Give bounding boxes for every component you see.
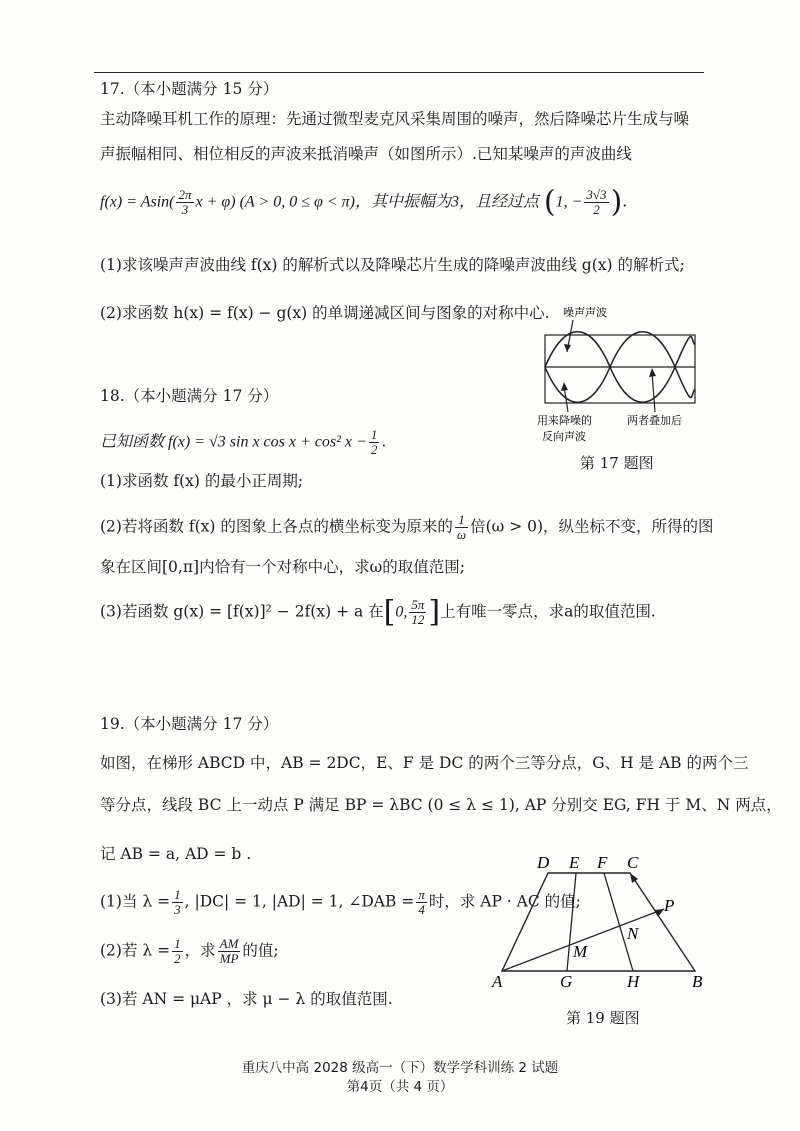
- top-rule: [94, 72, 704, 73]
- fig17-caption: 第 17 题图: [580, 454, 654, 472]
- q18-part3-interval-left: 0,: [395, 603, 408, 621]
- q18-part3-suffix: 上有唯一零点，求a的取值范围.: [440, 602, 656, 621]
- q17-formula-func: f(x) = Asin(: [100, 193, 175, 211]
- q19-line2: 等分点，线段 BC 上一动点 P 满足 BP = λBC (0 ≤ λ ≤ 1), AP 分别交 EG, FH 于 M、N 两点，: [100, 796, 782, 814]
- q17-point-frac: $\frac{3√3}{2}$: [586, 187, 607, 217]
- q17-intro-line2: 声振幅相同、相位相反的声波来抵消噪声（如图所示）.已知某噪声的声波曲线: [100, 145, 632, 163]
- q17-title: 17.（本小题满分 15 分）: [100, 80, 279, 98]
- fig17-label-anti-1: 用来降噪的: [537, 414, 592, 427]
- q17-formula: f(x) = Asin( $\frac{2\pi}{3}$ x + φ) (A > 0, 0 ≤ φ < π)，其中振幅为3，且经过点 (1, − $\frac{3√3}{2}$ ).: [100, 184, 628, 220]
- q18-title: 18.（本小题满分 17 分）: [100, 387, 279, 405]
- q17-figure: [535, 300, 705, 470]
- q18-part1: (1)求函数 f(x) 的最小正周期;: [100, 472, 304, 490]
- q18-part2a-prefix: (2)若将函数 f(x) 的图象上各点的横坐标变为原来的: [100, 517, 453, 536]
- q18-given: 已知函数 f(x) = √3 sin x cos x + cos² x − $\frac{1}{2}$ .: [100, 427, 387, 457]
- q17-intro-line1: 主动降噪耳机工作的原理：先通过微型麦克风采集周围的噪声，然后降噪芯片生成与噪: [100, 110, 690, 128]
- q19-part1-frac1: $\frac{1}{3}$: [174, 887, 181, 917]
- fig19-label-g: G: [560, 972, 573, 991]
- fig19-label-a: A: [492, 972, 503, 991]
- fig19-label-e: E: [569, 853, 580, 872]
- q18-part2b: 象在区间[0,π]内恰有一个对称中心，求ω的取值范围;: [100, 558, 465, 576]
- fig19-label-f: F: [597, 853, 608, 872]
- q18-given-prefix: 已知函数 f(x) = √3 sin x cos x + cos² x −: [100, 433, 367, 451]
- q18-given-frac: $\frac{1}{2}$: [370, 427, 378, 457]
- q19-part2-mid: ，求: [184, 941, 216, 960]
- q19-part1-suffix: 时，求 AP · AC 的值;: [428, 892, 581, 911]
- q19-part2-suffix: 的值;: [242, 941, 279, 960]
- q17-part2: (2)求函数 h(x) = f(x) − g(x) 的单调递减区间与图象的对称中心.: [100, 304, 550, 322]
- q18-part2a: [100, 513, 714, 542]
- q19-part1-prefix: (1)当 λ =: [100, 892, 171, 911]
- q19-part3: (3)若 AN = μAP ，求 μ − λ 的取值范围.: [100, 990, 393, 1008]
- q18-part2a-frac: $\frac{1}{\omega}$: [456, 512, 467, 542]
- fig17-label-noise: 噪声声波: [563, 306, 607, 319]
- fig19-label-d: D: [537, 853, 550, 872]
- q19-figure: [480, 850, 710, 1000]
- fig19-label-m: M: [573, 942, 588, 961]
- q18-part3-prefix: (3)若函数 g(x) = [f(x)]² − 2f(x) + a 在: [100, 602, 384, 621]
- fig19-label-c: C: [627, 853, 639, 872]
- fig19-label-p: P: [664, 896, 675, 915]
- q19-part1-frac2: $\frac{\pi}{4}$: [418, 887, 425, 917]
- q17-part1: (1)求该噪声声波曲线 f(x) 的解析式以及降噪芯片生成的降噪声波曲线 g(x) 的解析式;: [100, 256, 685, 274]
- q18-part2a-suffix: 倍(ω > 0)，纵坐标不变，所得的图: [470, 517, 714, 536]
- q17-point-x: 1, −: [555, 193, 583, 211]
- q17-formula-rest: x + φ) (A > 0, 0 ≤ φ < π)，其中振幅为3，且经过点: [195, 193, 539, 211]
- fig19-label-n: N: [627, 924, 639, 943]
- q19-part2-frac1: $\frac{1}{2}$: [174, 936, 181, 966]
- fig19-caption: 第 19 题图: [566, 1009, 640, 1027]
- q19-title: 19.（本小题满分 17 分）: [100, 715, 279, 733]
- fig19-label-b: B: [692, 972, 703, 991]
- q19-line1: 如图，在梯形 ABCD 中，AB = 2DC，E、F 是 DC 的两个三等分点，G、H 是 AB 的两个三: [100, 754, 749, 772]
- fig19-label-h: H: [627, 972, 640, 991]
- fig19-trapezoid: [502, 873, 695, 971]
- q18-part3: (3)若函数 g(x) = [f(x)]² − 2f(x) + a 在[0, $\frac{5\pi}{12}$ ]上有唯一零点，求a的取值范围.: [100, 594, 656, 630]
- footer-page-number: 第4页（共 4 页）: [346, 1079, 454, 1095]
- q19-part1-mid: , |DC| = 1, |AD| = 1, ∠DAB =: [184, 892, 415, 911]
- q19-part2-prefix: (2)若 λ =: [100, 941, 171, 960]
- fig17-label-sum: 两者叠加后: [627, 414, 682, 427]
- footer-title: 重庆八中高 2028 级高一（下）数学学科训练 2 试题: [241, 1060, 559, 1076]
- q18-part3-frac: $\frac{5\pi}{12}$: [411, 597, 425, 627]
- fig17-label-anti-2: 反向声波: [542, 430, 586, 443]
- q19-part2: [100, 937, 279, 966]
- q19-line3: 记 AB = a, AD = b .: [100, 845, 252, 863]
- q19-part2-frac2: $\frac{AM}{MP}$: [219, 936, 239, 966]
- q17-formula-frac: $\frac{2\pi}{3}$: [178, 187, 192, 217]
